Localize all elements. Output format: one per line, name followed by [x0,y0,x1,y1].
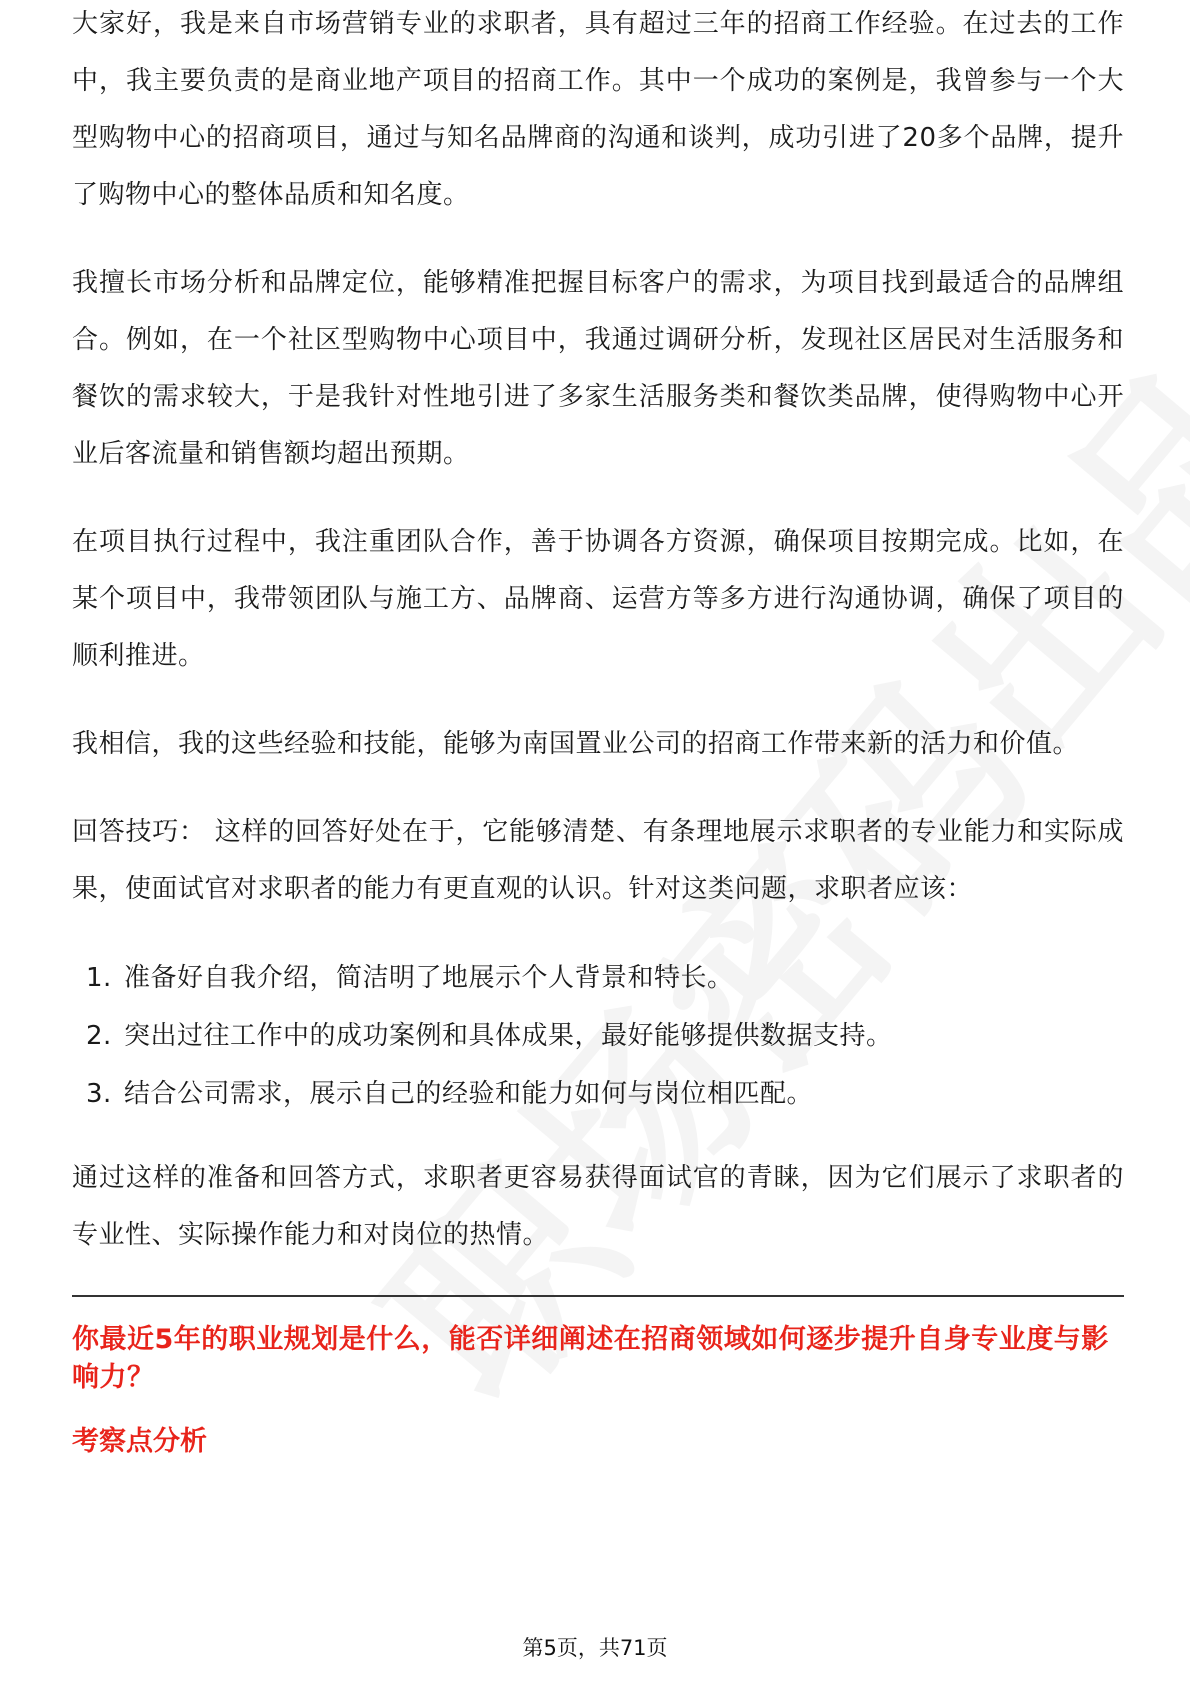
list-item [72,1007,1124,1065]
list-item-text: 结合公司需求，展示自己的经验和能力如何与岗位相匹配。 [124,1079,814,1109]
tips-list [72,949,1124,1123]
list-item [72,1065,1124,1123]
paragraph-teamwork: 在项目执行过程中，我注重团队合作，善于协调各方资源，确保项目按期完成。比如，在某个项目中，我带领团队与施工方、品牌商、运营方等多方进行沟通协调，确保了项目的顺利推进。 [72,527,1124,671]
page-content [72,9,1124,1461]
answer-tips-paragraph [72,804,1124,918]
list-item-number: 3. [86,1079,112,1109]
paragraph-conclusion: 通过这样的准备和回答方式，求职者更容易获得面试官的青睐，因为它们展示了求职者的专业性、实际操作能力和对岗位的热情。 [72,1163,1124,1250]
paragraph-closing: 我相信，我的这些经验和技能，能够为南国置业公司的招商工作带来新的活力和价值。 [72,729,1080,759]
next-question-title: 你最近5年的职业规划是什么，能否详细阐述在招商领域如何逐步提升自身专业度与影响力？ [72,1324,1109,1393]
paragraph-experience-intro: 大家好，我是来自市场营销专业的求职者，具有超过三年的招商工作经验。在过去的工作中，我主要负责的是商业地产项目的招商工作。其中一个成功的案例是，我曾参与一个大型购物中心的招商项目，通过与知名品牌商的沟通和谈判，成功引进了20多个品牌，提升了购物中心的整体品质和知名度。 [72,9,1124,210]
page-number-footer: 第5页，共71页 [522,1636,668,1660]
answer-tips-text: 这样的回答好处在于，它能够清楚、有条理地展示求职者的专业能力和实际成果，使面试官对求职者的能力有更直观的认识。针对这类问题，求职者应该： [72,817,1124,904]
list-item-text: 准备好自我介绍，简洁明了地展示个人背景和特长。 [124,963,734,993]
analysis-heading: 考察点分析 [72,1426,207,1457]
list-item [72,949,1124,1007]
list-item-text: 突出过往工作中的成功案例和具体成果，最好能够提供数据支持。 [124,1021,893,1051]
list-item-number: 2. [86,1021,112,1051]
paragraph-skills: 我擅长市场分析和品牌定位，能够精准把握目标客户的需求，为项目找到最适合的品牌组合。例如，在一个社区型购物中心项目中，我通过调研分析，发现社区居民对生活服务和餐饮的需求较大，于是我针对性地引进了多家生活服务类和餐饮类品牌，使得购物中心开业后客流量和销售额均超出预期。 [72,268,1124,469]
answer-tips-label: 回答技巧： [72,817,206,847]
section-divider [72,1295,1124,1297]
list-item-number: 1. [86,963,112,993]
